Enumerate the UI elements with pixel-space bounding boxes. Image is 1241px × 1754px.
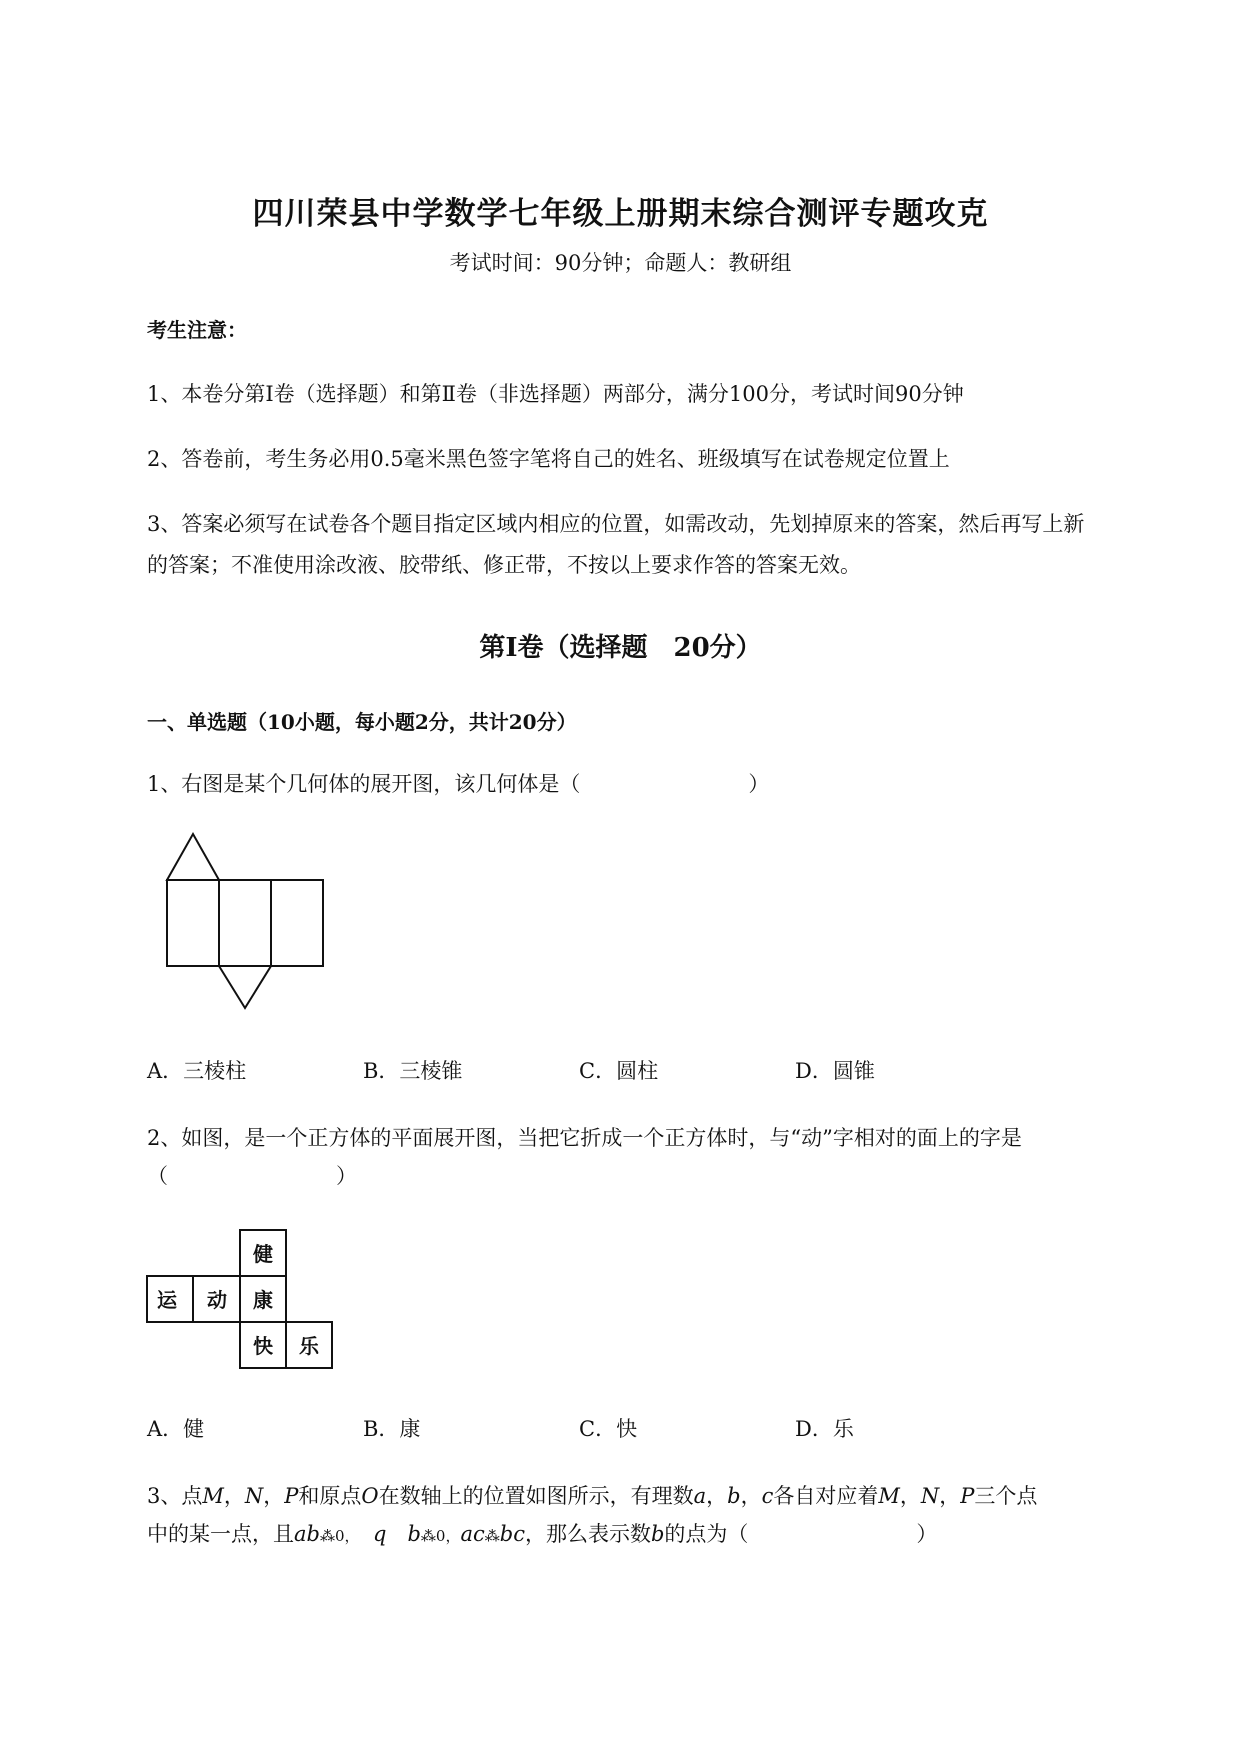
q3-var-o: O <box>361 1484 379 1508</box>
q3-var-a: a <box>693 1484 707 1508</box>
q3-text: 和原点 <box>298 1484 362 1508</box>
q3-text: 三个点 <box>974 1484 1038 1508</box>
q2-cube-net-figure <box>145 1228 335 1373</box>
q2-stem-line1: 2、如图，是一个正方体的平面展开图，当把它折成一个正方体时，与“动”字相对的面上的字是 <box>147 1126 1022 1150</box>
q3-var-c: c <box>761 1484 774 1508</box>
q3-text: 中的某一点，且 <box>147 1522 294 1546</box>
q2-option-b: B．康 <box>363 1417 421 1441</box>
q2-option-c: C．快 <box>579 1417 638 1441</box>
notice-item-2: 2、答卷前，考生务必用0.5毫米黑色签字笔将自己的姓名、班级填写在试卷规定位置上 <box>147 447 950 471</box>
q3-relation: ⁂ <box>484 1527 500 1545</box>
cube-face-bottom1: 快 <box>253 1334 273 1358</box>
notice-item-3: 3、答案必须写在试卷各个题目指定区域内相应的位置，如需改动，先划掉原来的答案，然后再写上新 <box>147 512 1085 536</box>
q3-text: ， <box>740 1484 762 1508</box>
q3-stem-line2 <box>147 1518 937 1548</box>
exam-title: 四川荣县中学数学七年级上册期末综合测评专题攻克 <box>252 196 989 232</box>
section-title: 第I卷（选择题 20分） <box>479 633 762 663</box>
q3-var-b: b <box>650 1522 665 1546</box>
q3-text: 的点为（ ） <box>664 1522 938 1546</box>
q3-var-n: N <box>244 1484 264 1508</box>
q3-text: ， <box>899 1484 921 1508</box>
q3-var-m: M <box>878 1484 900 1508</box>
q3-var-n: N <box>920 1484 940 1508</box>
q1-option-d: D．圆锥 <box>795 1059 875 1083</box>
notice-item-3-cont: 的答案；不准使用涂改液、胶带纸、修正带，不按以上要求作答的答案无效。 <box>147 553 861 577</box>
q2-option-a: A．健 <box>147 1417 205 1441</box>
q3-expr-ab: ab <box>294 1522 320 1546</box>
q3-expr-a: q <box>373 1522 387 1546</box>
q2-option-d: D．乐 <box>795 1417 854 1441</box>
part-title: 一、单选题（10小题，每小题2分，共计20分） <box>147 710 577 734</box>
exam-subtitle: 考试时间：90分钟；命题人：教研组 <box>449 251 792 275</box>
q3-text: 3、点 <box>147 1484 203 1508</box>
q1-prism-net-figure <box>160 830 330 1012</box>
q3-expr-bc: bc <box>499 1522 525 1546</box>
q3-text: ， <box>706 1484 728 1508</box>
q3-relation: ⁂0， <box>319 1527 353 1545</box>
q1-option-a: A．三棱柱 <box>147 1059 247 1083</box>
cube-face-left1: 运 <box>157 1288 177 1312</box>
q3-expr-ac: ac <box>460 1522 485 1546</box>
q3-text: ， <box>223 1484 245 1508</box>
cube-face-bottom2: 乐 <box>299 1334 319 1358</box>
q3-var-p: P <box>960 1484 975 1508</box>
q1-stem: 1、右图是某个几何体的展开图，该几何体是（ ） <box>147 772 770 796</box>
notice-item-1: 1、本卷分第I卷（选择题）和第Ⅱ卷（非选择题）两部分，满分100分，考试时间90分钟 <box>147 382 964 406</box>
q1-option-b: B．三棱锥 <box>363 1059 463 1083</box>
cube-face-top: 健 <box>253 1242 273 1266</box>
q3-text: 各自对应着 <box>773 1484 879 1508</box>
q3-text: ， <box>939 1484 961 1508</box>
q2-stem-line2: （ ） <box>147 1164 357 1188</box>
q3-text: ， <box>263 1484 285 1508</box>
q3-var-p: P <box>284 1484 299 1508</box>
q3-text: 在数轴上的位置如图所示，有理数 <box>378 1484 694 1508</box>
q1-option-c: C．圆柱 <box>579 1059 659 1083</box>
notice-heading: 考生注意： <box>147 318 247 342</box>
q3-var-m: M <box>202 1484 224 1508</box>
cube-face-left2: 动 <box>207 1288 227 1312</box>
q3-relation: ⁂0， <box>420 1527 461 1545</box>
q3-var-b: b <box>727 1484 741 1508</box>
q3-stem-line1 <box>147 1480 1037 1510</box>
q3-text: ，那么表示数 <box>524 1522 651 1546</box>
cube-face-center: 康 <box>253 1288 273 1312</box>
q3-expr-b: b <box>407 1522 421 1546</box>
